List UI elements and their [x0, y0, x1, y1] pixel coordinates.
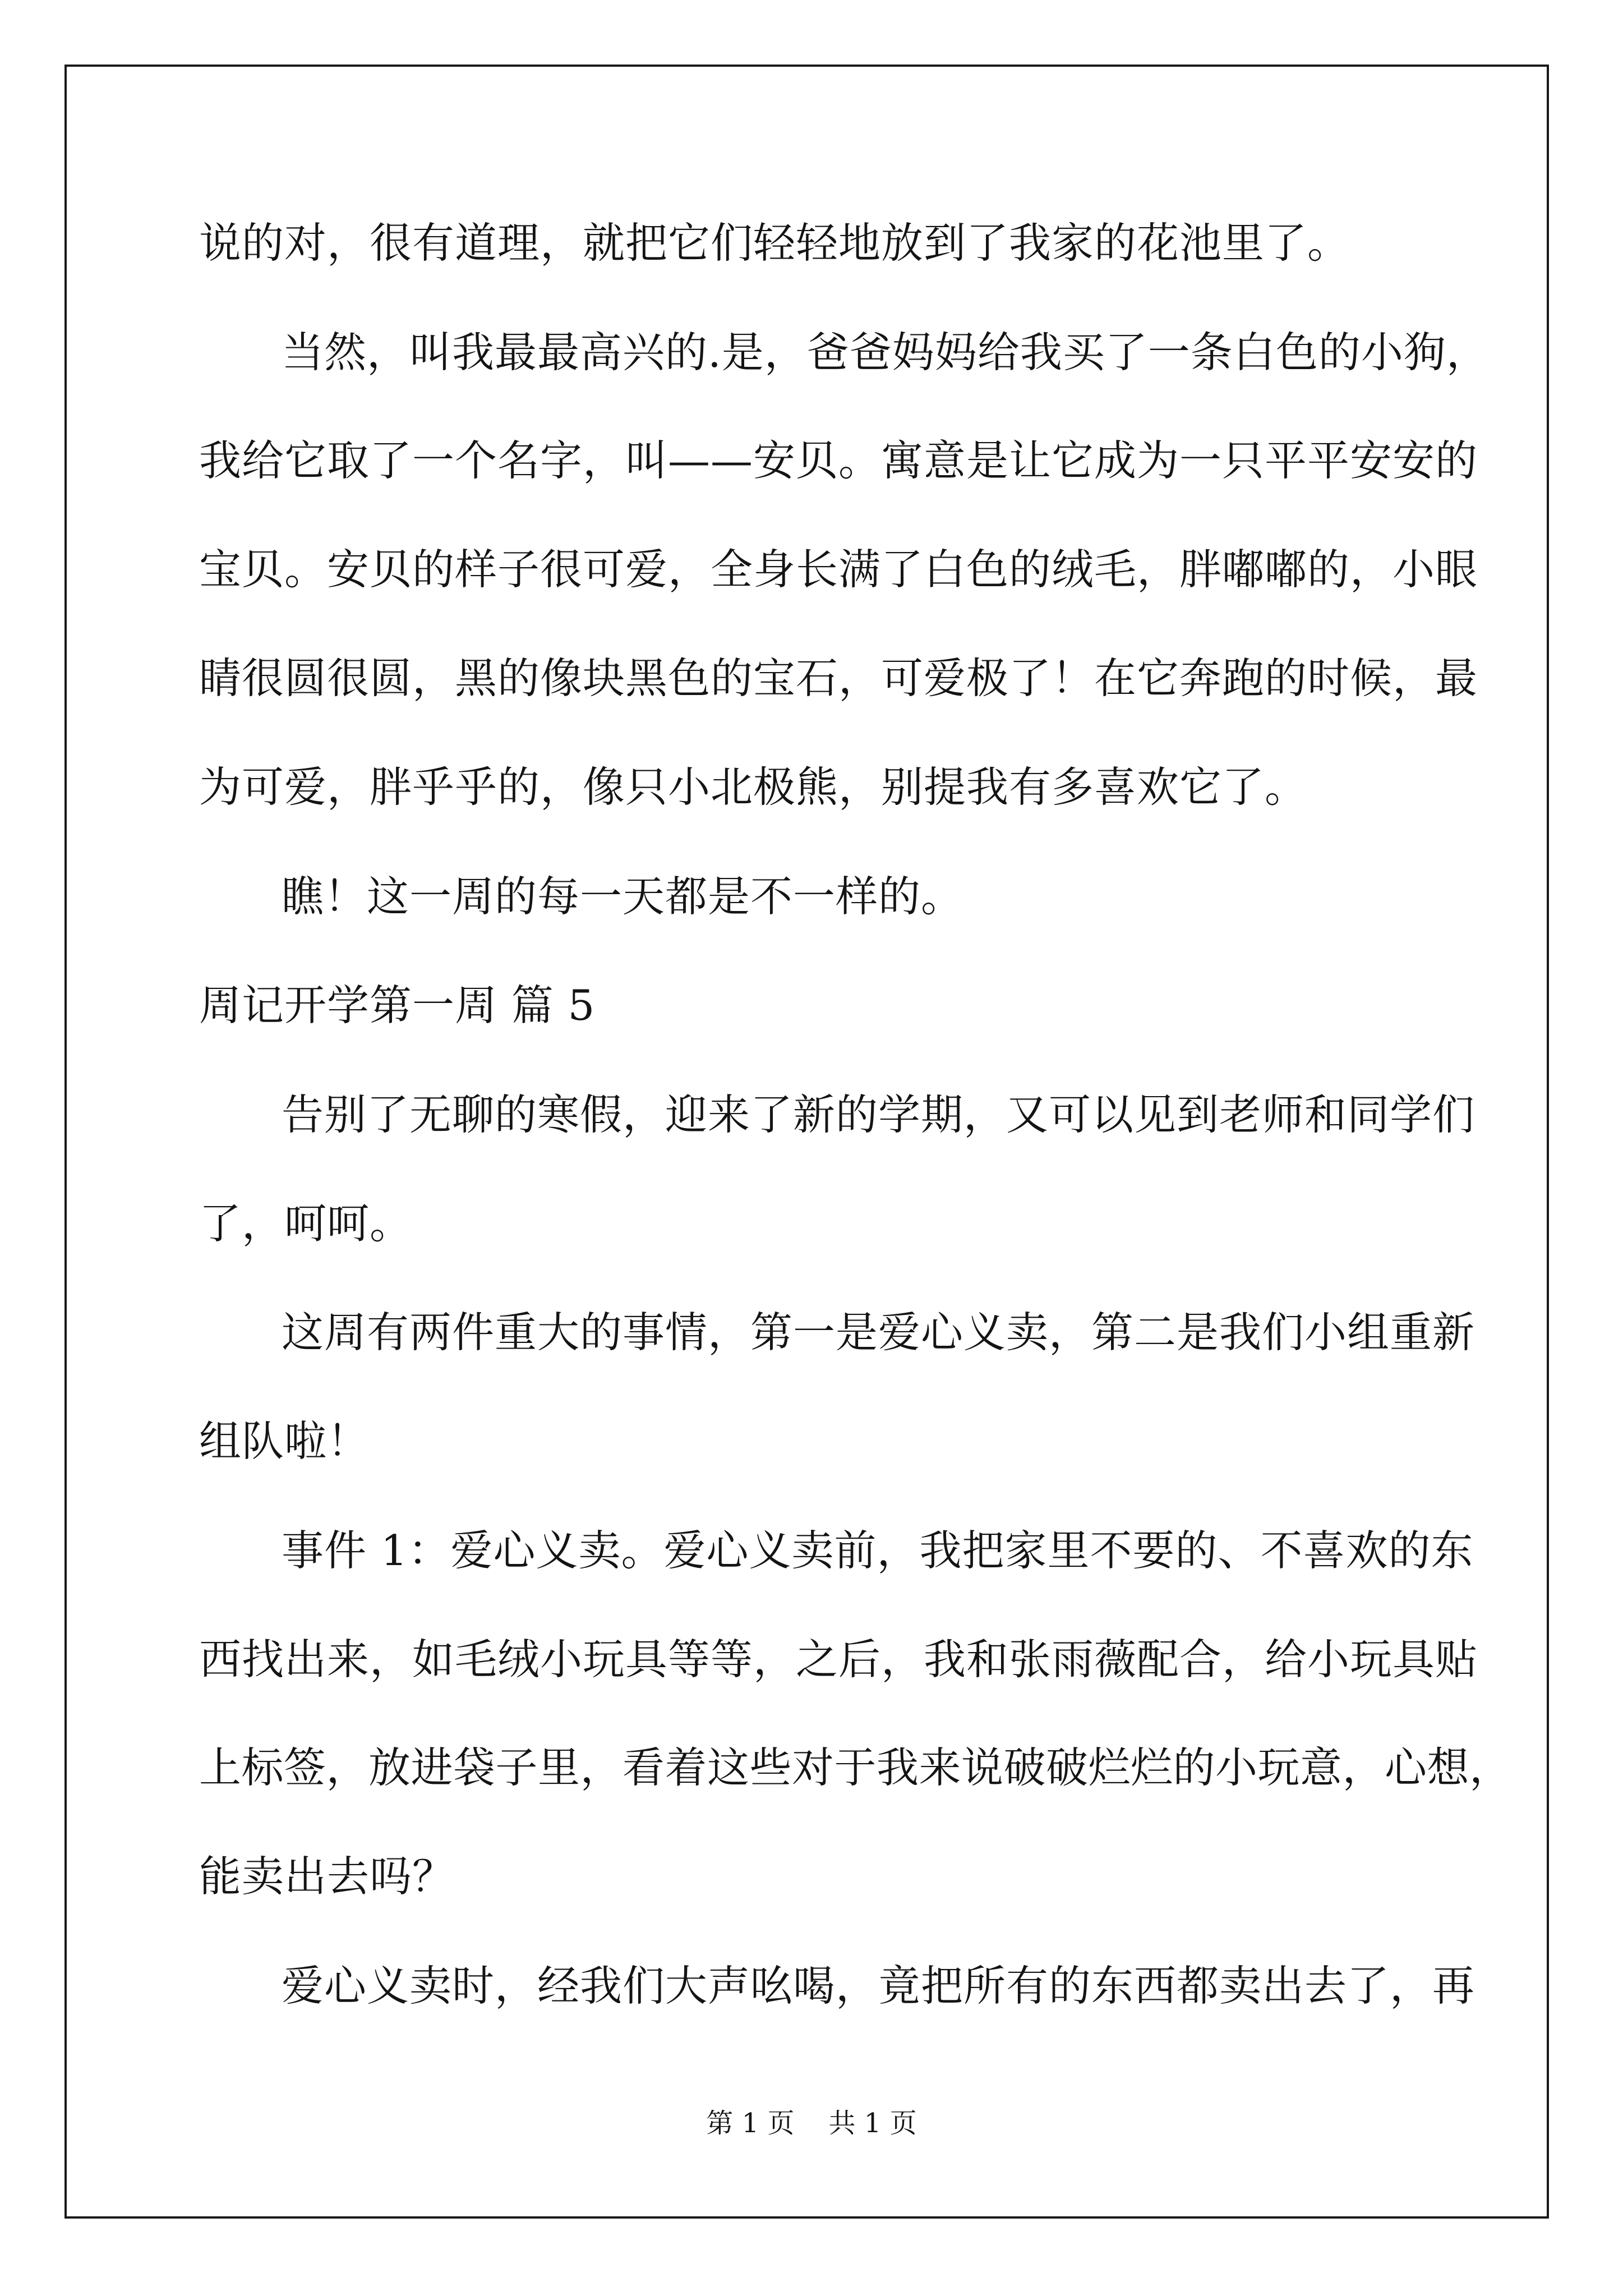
text-line: 组队啦！ [199, 1416, 370, 1466]
text-line: 上标签，放进袋子里，看着这些对于我来说破破烂烂的小玩意，心想， [199, 1743, 1512, 1792]
page-footer: 第 1 页 共 1 页 [706, 2108, 917, 2139]
text-line: 告别了无聊的寒假，迎来了新的学期，又可以见到老师和同学们 [282, 1090, 1476, 1139]
text-line: 这周有两件重大的事情，第一是爱心义卖，第二是我们小组重新 [282, 1308, 1476, 1357]
text-line: 能卖出去吗？ [199, 1852, 455, 1901]
text-line: 为可爱，胖乎乎的，像只小北极熊，别提我有多喜欢它了。 [199, 762, 1308, 812]
text-line: 爱心义卖时，经我们大声吆喝，竟把所有的东西都卖出去了，再 [282, 1961, 1476, 2010]
text-line: 睛很圆很圆，黑的像块黑色的宝石，可爱极了！在它奔跑的时候，最 [199, 654, 1478, 703]
text-line: 当然，叫我最最高兴的.是，爸爸妈妈给我买了一条白色的小狗， [282, 328, 1489, 377]
text-line: 说的对，很有道理，就把它们轻轻地放到了我家的花池里了。 [199, 218, 1350, 268]
text-line: 了，呵呵。 [199, 1199, 413, 1248]
text-line: 宝贝。安贝的样子很可爱，全身长满了白色的绒毛，胖嘟嘟的，小眼 [199, 545, 1478, 594]
section-heading: 周记开学第一周 篇 5 [199, 981, 596, 1030]
text-line: 瞧！这一周的每一天都是不一样的。 [282, 872, 964, 921]
text-line: 我给它取了一个名字，叫——安贝。寓意是让它成为一只平平安安的 [199, 436, 1478, 485]
text-line: 事件 1：爱心义卖。爱心义卖前，我把家里不要的、不喜欢的东 [282, 1526, 1474, 1575]
text-line: 西找出来，如毛绒小玩具等等，之后，我和张雨薇配合，给小玩具贴 [199, 1635, 1478, 1684]
